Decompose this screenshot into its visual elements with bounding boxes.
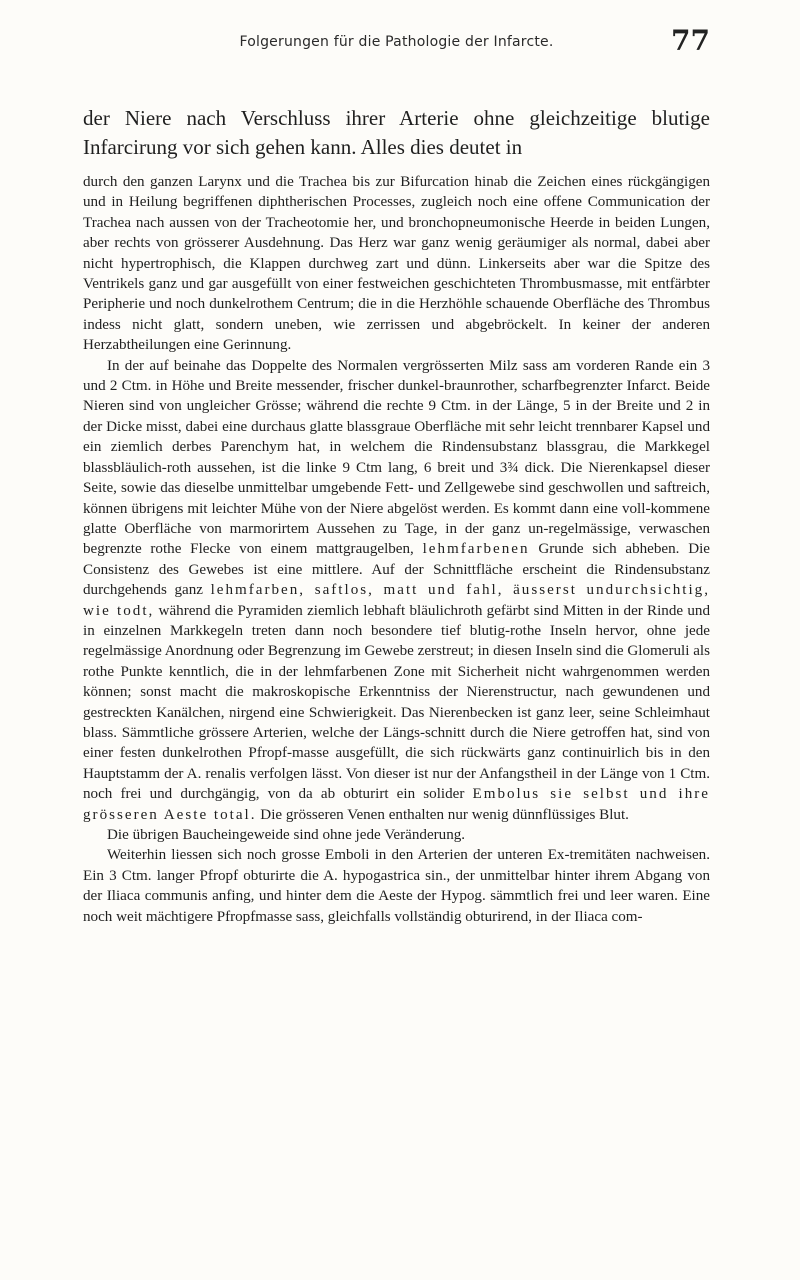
- paragraph-3: [83, 825, 710, 845]
- running-head: [83, 24, 710, 64]
- text-run: Grunde sich abheben. Die Consistenz des Gewebes ist eine mittlere. Auf der Schnittfläche erscheint die Rindensubstanz durchgehends ganz: [83, 541, 710, 599]
- paragraph-4: [83, 845, 710, 927]
- paragraph-1: [83, 172, 710, 356]
- text-run: Weiterhin liessen sich noch grosse Emboli in den Arterien der unteren Ex-tremitäten nachweisen. Ein 3 Ctm. langer Pfropf obturirte die A. hypogastrica sin., der unmittelbar hinter ihrem Abgang von der Iliaca communis anfing, und hinter dem die Aeste der Hypog. sämmtlich frei und leer waren. Eine noch weit mächtigere Pfropfmasse sass, gleichfalls vollständig obturirend, in der Iliaca com-: [83, 847, 710, 925]
- text-run: während die Pyramiden ziemlich lebhaft bläulichroth gefärbt sind Mitten in der Rinde und in einzelnen Markkegeln treten dann noch besondere tief blutig-rothe Inseln hervor, ohne jede regelmässige Anordnung oder Begrenzung im Gewebe zerstreut; in diesen Inseln sind die Glomeruli als rothe Punkte kenntlich, die in der lehmfarbenen Zone mit Sicherheit nicht wahrgenommen werden können; sonst macht die makroskopische Erkenntniss der Nierenstructur, nach gewundenen und gestreckten Kanälchen, nirgend eine Schwierigkeit. Das Nierenbecken ist ganz leer, seine Schleimhaut blass. Sämmtliche grössere Arterien, welche der Längs-schnitt durch die Niere getroffen hat, sind von einer festen dunkelrothen Pfropf-masse ausgefüllt, die sich rückwärts ganz continuirlich bis in den Hauptstamm der A. renalis verfolgen lässt. Von dieser ist nur der Anfangstheil in der Länge von 1 Ctm. noch frei und durchgängig, von da ab obturirt ein solider: [83, 602, 710, 803]
- paragraph-2: [83, 356, 710, 825]
- running-title: Folgerungen für die Pathologie der Infarcte.: [239, 34, 554, 50]
- spaced-emphasis: lehmfarben, saftlos, matt und fahl, äusserst undurchsichtig, wie todt,: [83, 582, 710, 619]
- lead-paragraph: der Niere nach Verschluss ihrer Arterie ohne gleichzeitige blutige Infarcirung vor sich gehen kann. Alles dies deutet in: [83, 106, 710, 159]
- spaced-emphasis: lehmfarbenen: [422, 541, 530, 558]
- text-run: Die grösseren Venen enthalten nur wenig dünnflüssiges Blut.: [256, 806, 629, 823]
- text-run: In der auf beinahe das Doppelte des Normalen vergrösserten Milz sass am vorderen Rande ein 3 und 2 Ctm. in Höhe und Breite messender, frischer dunkel-braunrother, scharfbegrenzter Infarct. Beide Nieren sind von ungleicher Grösse; während die rechte 9 Ctm. in der Länge, 5 in der Breite und 2 in der Dicke misst, dabei eine durchaus glatte blassgraue Oberfläche mit sehr leicht trennbarer Kapsel und ein ziemlich derbes Parenchym hat, in welchem die Rindensubstanz blassgrau, die Markkegel blassbläulich-roth aussehen, ist die linke 9 Ctm lang, 6 breit und 3¾ dick. Die Nierenkapsel dieser Seite, sowie das dieselbe unmittelbar umgebende Fett- und Zellgewebe sind geschwollen und saftreich, können übrigens mit leichter Mühe von der Niere abgelöst werden. Es kommt dann eine voll-kommene glatte Oberfläche von marmorirtem Aussehen zu Tage, in der ganz un-regelmässige, verwaschen begrenzte rothe Flecke von einem mattgraugelben,: [83, 357, 710, 558]
- spaced-emphasis: Embolus sie selbst und ihre grösseren Aeste total.: [83, 786, 710, 823]
- page-number: 77: [671, 24, 710, 57]
- case-report-text: [83, 172, 710, 927]
- text-run: durch den ganzen Larynx und die Trachea bis zur Bifurcation hinab die Zeichen eines rückgängigen und in Heilung begriffenen diphtherischen Processes, zugleich noch eine offene Communication der Trachea nach aussen von der Tracheotomie her, und bronchopneumonische Heerde in beiden Lungen, aber rechts von grösserer Ausdehnung. Das Herz war ganz wenig geräumiger als normal, dabei aber nicht hypertrophisch, die Klappen durchweg zart und dünn. Linkerseits aber war die Spitze des Ventrikels ganz und gar ausgefüllt von einer festweichen geschichteten Thrombusmasse, mit entfärbter Peripherie und noch dunkelrothem Centrum; die in die Herzhöhle schauende Oberfläche des Thrombus indess nicht glatt, sondern uneben, wie zerrissen und abgebröckelt. In keiner der anderen Herzabtheilungen eine Gerinnung.: [83, 174, 710, 354]
- text-run: Die übrigen Baucheingeweide sind ohne jede Veränderung.: [107, 827, 466, 843]
